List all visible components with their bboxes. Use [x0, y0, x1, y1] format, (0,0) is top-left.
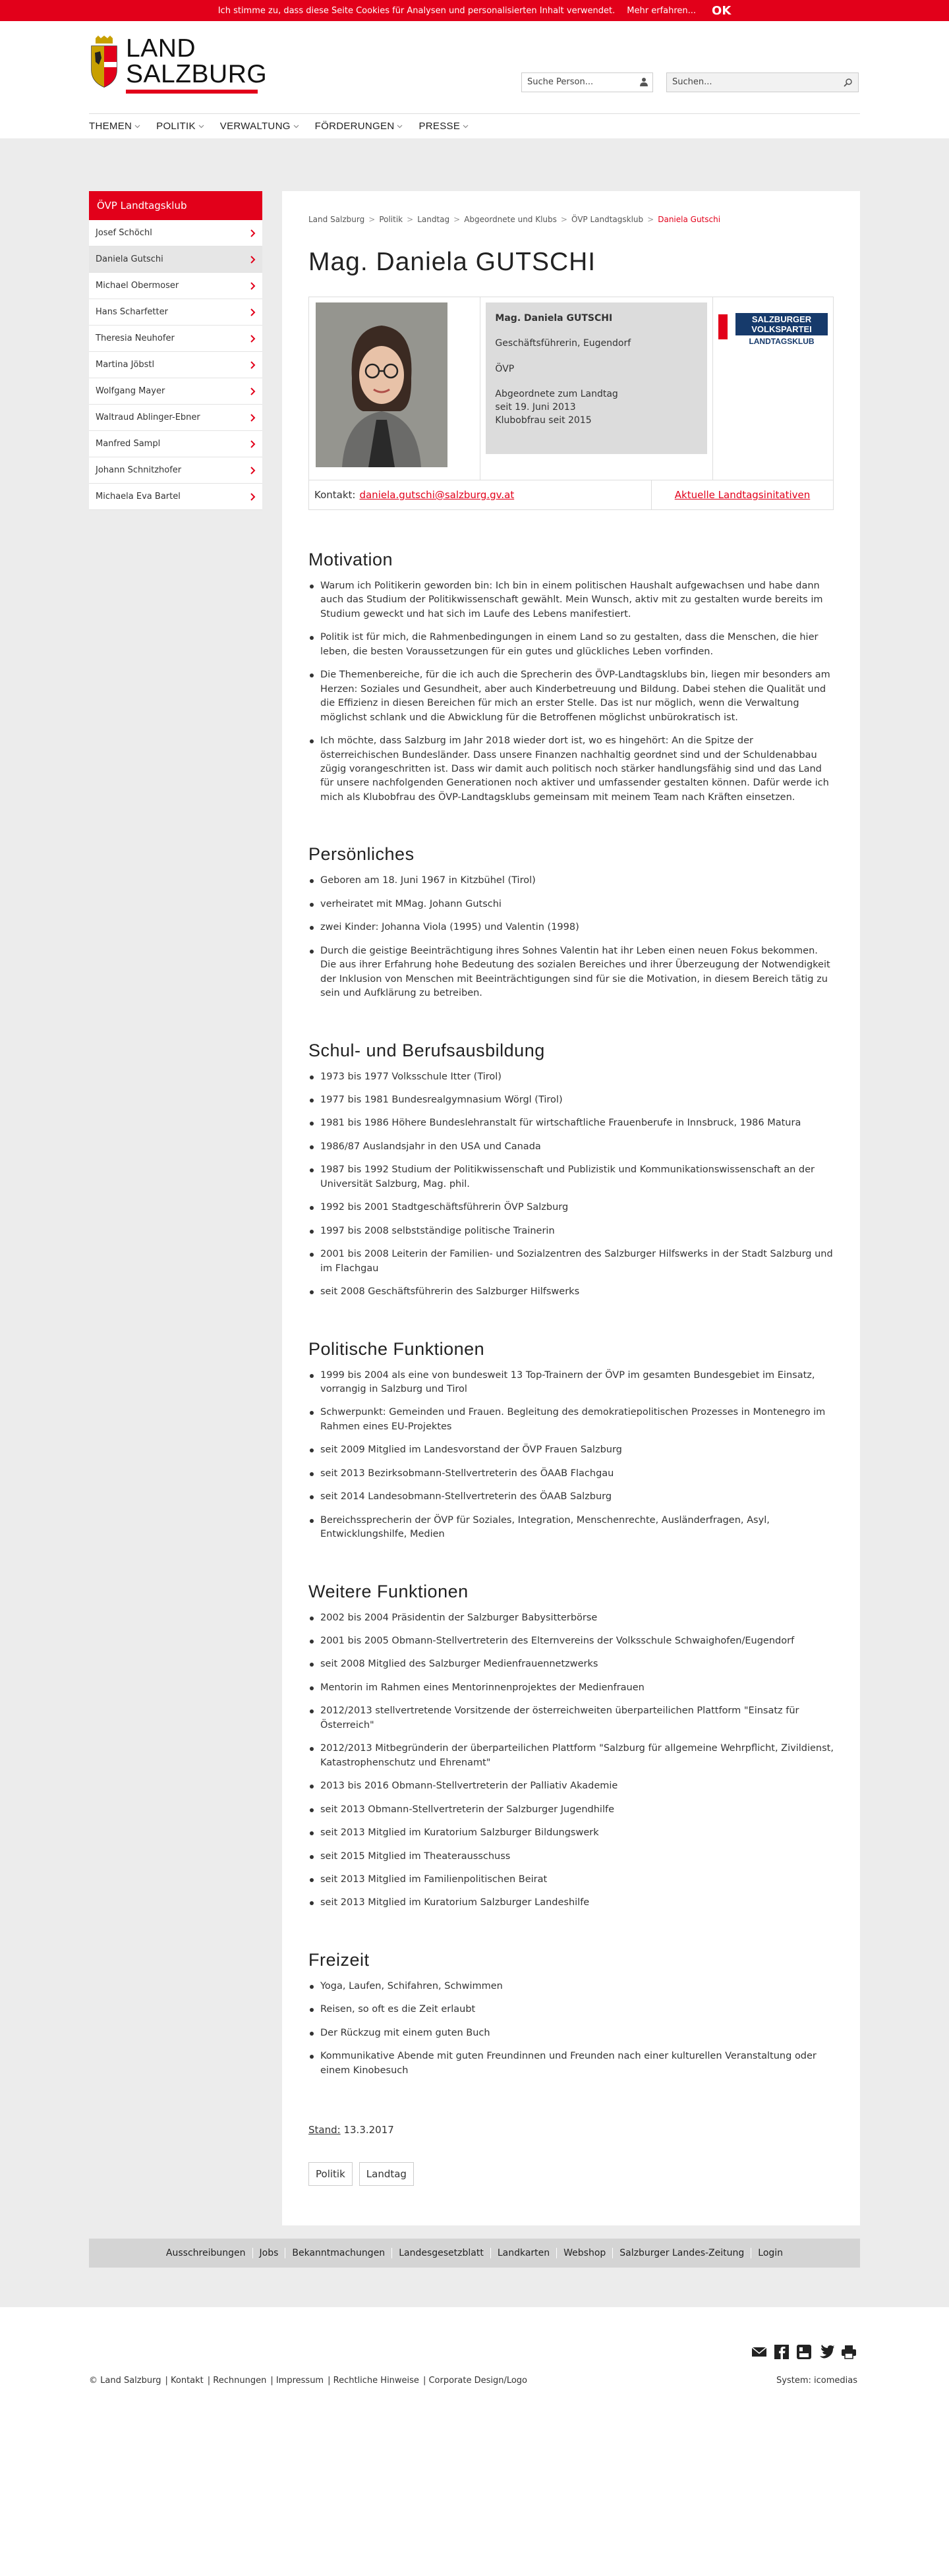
list-item: seit 2013 Mitglied im Kuratorium Salzburger Landeshilfe: [308, 1896, 834, 1910]
chevron-right-icon: [250, 387, 256, 395]
site-header: [89, 21, 860, 113]
facebook-icon[interactable]: [773, 2343, 790, 2361]
tag-list: [308, 2162, 834, 2186]
sidebar-item-label: Waltraud Ablinger-Ebner: [96, 413, 200, 422]
logo-line-2: SALZBURG: [126, 60, 268, 88]
sidebar-item[interactable]: [89, 246, 262, 273]
breadcrumb-item[interactable]: ÖVP Landtagsklub: [571, 215, 644, 224]
nav-label: PRESSE: [418, 121, 461, 132]
contact-label: Kontakt:: [314, 489, 356, 501]
list-item: 2012/2013 stellvertretende Vorsitzende der österreichweiten überparteilichen Plattform "Einsatz für Österreich": [308, 1704, 834, 1732]
chevron-right-icon: [250, 493, 256, 501]
stand-label: Stand:: [308, 2124, 341, 2136]
list-item: 2012/2013 Mitbegründerin der überparteilichen Plattform "Salzburg für allgemeine Wehrpflicht, Zivildienst, Katastrophenschutz und Ehrenamt": [308, 1742, 834, 1770]
site-search-placeholder: Suchen...: [672, 77, 712, 87]
list-item: 1986/87 Auslandsjahr in den USA und Canada: [308, 1140, 834, 1154]
section-heading: Motivation: [308, 550, 393, 569]
site-logo[interactable]: [89, 36, 267, 94]
logo-line-1: LAND: [126, 34, 196, 63]
logo-bar: [126, 90, 258, 94]
contact-email-link[interactable]: daniela.gutschi@salzburg.gv.at: [359, 489, 515, 501]
search-icon[interactable]: [844, 78, 853, 87]
list-item: seit 2008 Geschäftsführerin des Salzburger Hilfswerks: [308, 1285, 834, 1299]
list-item: Durch die geistige Beeinträchtigung ihres Sohnes Valentin hat ihr Leben einen neuen Fokus bekommen. Die aus ihrer Erfahrung hohe Bedeutung des sozialen Bereiches und ihrer Überzeugung der Notwendigkeit der Inklusion von Menschen mit Beeinträchtigungen sind für sie die Motivation, in diesem Bereich tätig zu sein und Aufklärung zu betreiben.: [308, 944, 834, 1001]
footer-bottom-link[interactable]: | Kontakt: [165, 2376, 204, 2386]
list-item: seit 2015 Mitglied im Theaterausschuss: [308, 1850, 834, 1864]
list-item: seit 2013 Bezirksobmann-Stellvertreterin des ÖAAB Flachgau: [308, 1467, 834, 1481]
site-search-input[interactable]: [666, 72, 859, 92]
chevron-right-icon: [250, 467, 256, 474]
sidebar-item[interactable]: [89, 378, 262, 405]
coat-of-arms-icon: [89, 36, 119, 88]
bio-sections: [308, 550, 834, 2078]
sidebar-item-label: Michaela Eva Bartel: [96, 492, 181, 501]
sidebar-item-label: Manfred Sampl: [96, 439, 161, 449]
list-item: 1997 bis 2008 selbstständige politische Trainerin: [308, 1224, 834, 1238]
sidebar-item-label: Daniela Gutschi: [96, 254, 163, 264]
cookie-text: Ich stimme zu, dass diese Seite Cookies für Analysen und personalisierten Inhalt verwendet.: [217, 5, 616, 16]
list-item: seit 2009 Mitglied im Landesvorstand der ÖVP Frauen Salzburg: [308, 1443, 834, 1457]
system-credit: System: icomedias: [776, 2376, 857, 2386]
list-item: Politik ist für mich, die Rahmenbedingungen in einem Land so zu gestalten, dass die Menschen, die hier leben, die besten Voraussetzungen für ein gutes und glückliches Leben vorfinden.: [308, 631, 834, 659]
section-list: [308, 1369, 834, 1542]
sidebar-item[interactable]: [89, 457, 262, 484]
list-item: 1981 bis 1986 Höhere Bundeslehranstalt für wirtschaftliche Frauenberufe in Innsbruck, 1986 Matura: [308, 1116, 834, 1130]
nav-label: POLITIK: [156, 121, 196, 132]
chevron-right-icon: [250, 440, 256, 448]
social-links: [751, 2343, 857, 2361]
nav-verwaltung[interactable]: [220, 121, 299, 132]
nav-presse[interactable]: [418, 121, 469, 132]
list-item: 2013 bis 2016 Obmann-Stellvertreterin der Palliativ Akademie: [308, 1779, 834, 1793]
sidebar-item-label: Martina Jöbstl: [96, 360, 155, 370]
section-heading: Politische Funktionen: [308, 1338, 485, 1359]
page-title: Mag. Daniela GUTSCHI: [308, 248, 596, 276]
footer-link[interactable]: Login: [751, 2248, 790, 2258]
section-heading: Schul- und Berufsausbildung: [308, 1040, 545, 1060]
cookie-ok-button[interactable]: OK: [712, 3, 732, 18]
sidebar-title[interactable]: ÖVP Landtagsklub: [89, 191, 262, 220]
sidebar-item[interactable]: [89, 326, 262, 352]
profile-info: [486, 302, 707, 454]
list-item: 1977 bis 1981 Bundesrealgymnasium Wörgl (Tirol): [308, 1093, 834, 1107]
list-item: Schwerpunkt: Gemeinden und Frauen. Begleitung des demokratiepolitischen Prozesses in Montenegro im Rahmen eines EU-Projektes: [308, 1406, 834, 1434]
breadcrumb-current: Daniela Gutschi: [658, 215, 721, 224]
sidebar-item[interactable]: [89, 484, 262, 510]
list-item: 1973 bis 1977 Volksschule Itter (Tirol): [308, 1070, 834, 1084]
breadcrumb-separator: >: [407, 215, 414, 224]
footer-bottom-link[interactable]: | Corporate Design/Logo: [422, 2376, 528, 2386]
chevron-right-icon: [250, 308, 256, 316]
sidebar-item-label: Josef Schöchl: [96, 228, 152, 238]
sidebar-item[interactable]: [89, 220, 262, 246]
footer-link[interactable]: Landesgesetzblatt: [391, 2248, 490, 2258]
footer-link[interactable]: Webshop: [556, 2248, 612, 2258]
stand-value: 13.3.2017: [343, 2124, 394, 2136]
portrait-icon: [316, 302, 447, 467]
footer: [89, 2307, 860, 2399]
breadcrumb-separator: >: [560, 215, 567, 224]
content-area: [0, 138, 949, 2307]
tag-landtag[interactable]: Landtag: [359, 2162, 414, 2186]
chevron-right-icon: [250, 361, 256, 369]
footer-bottom-link[interactable]: | Impressum: [270, 2376, 324, 2386]
list-item: Die Themenbereiche, für die ich auch die Sprecherin des ÖVP-Landtagsklubs bin, liegen mir besonders am Herzen: Soziales und Gesundheit, aber auch Kinderbetreuung und Bildung. Dabei stehen die Qualität und die Effizienz in diesen Bereichen für mich an erster Stelle. Das ist nur möglich, wenn die Verwaltung möglichst schlank und die Abwicklung für die Betroffenen möglichst unbürokratisch ist.: [308, 668, 834, 725]
list-item: Ich möchte, dass Salzburg im Jahr 2018 wieder dort ist, wo es hingehört: An die Spitze der österreichischen Bundesländer. Dass unsere Finanzen nachhaltig geordnet sind und der Schuldenabbau zügig vorangeschritten ist. Dass wir damit auch politisch noch stärker handlungsfähig sind und das Land für unsere nachfolgenden Generationen noch aktiver und umfassender gestalten können. Dafür werde ich mich als Klubobfrau des ÖVP-Landtagsklubs gemeinsam mit meinem Team nach Kräften einsetzen.: [308, 734, 834, 805]
cookie-more-link[interactable]: Mehr erfahren...: [627, 5, 697, 16]
footer-bottom-link[interactable]: | Rechnungen: [207, 2376, 267, 2386]
list-item: Der Rückzug mit einem guten Buch: [308, 2026, 834, 2040]
footer-links: [89, 2239, 860, 2268]
section-list: [308, 1070, 834, 1300]
sidebar-item[interactable]: [89, 431, 262, 457]
chevron-down-icon: [293, 123, 299, 129]
party-logo-stripe: [718, 314, 728, 339]
tag-politik[interactable]: Politik: [308, 2162, 353, 2186]
sidebar-item-label: Wolfgang Mayer: [96, 386, 165, 396]
main-content: [282, 191, 860, 2225]
initiatives-link[interactable]: Aktuelle Landtagsinitativen: [674, 489, 811, 501]
chevron-right-icon: [250, 282, 256, 290]
list-item: seit 2013 Obmann-Stellvertreterin der Salzburger Jugendhilfe: [308, 1803, 834, 1817]
chevron-down-icon: [198, 123, 204, 129]
party-logo-line-1: SALZBURGER VOLKSPARTEI: [735, 313, 828, 335]
list-item: seit 2014 Landesobmann-Stellvertreterin des ÖAAB Salzburg: [308, 1490, 834, 1504]
profile-photo: [316, 302, 447, 467]
cookie-bar: [0, 0, 949, 21]
section-heading: Weitere Funktionen: [308, 1581, 469, 1601]
person-icon[interactable]: [639, 77, 648, 86]
chevron-right-icon: [250, 229, 256, 237]
profile-party: ÖVP: [495, 363, 515, 374]
nav-themen[interactable]: [89, 121, 140, 132]
breadcrumb-separator: >: [368, 215, 376, 224]
sidebar-item[interactable]: [89, 405, 262, 431]
stand-date: [308, 2124, 834, 2136]
copyright-text: © Land Salzburg: [89, 2376, 161, 2386]
footer-link[interactable]: Landkarten: [490, 2248, 556, 2258]
sidebar: [89, 191, 262, 510]
section-list: [308, 1980, 834, 2078]
sidebar-item[interactable]: [89, 299, 262, 326]
footer-link[interactable]: Jobs: [252, 2248, 285, 2258]
list-item: 2001 bis 2005 Obmann-Stellvertreterin des Elternvereins der Volksschule Schwaighofen/Eugendorf: [308, 1634, 834, 1648]
list-item: Warum ich Politikerin geworden bin: Ich bin in einem politischen Haushalt aufgewachsen und habe dann auch das Studium der Politikwissenschaft gewählt. Mein Wunsch, aktiv mit zu gestalten wurde bereits im Studium geweckt und hat sich im Laufe des Lebens manifestiert.: [308, 579, 834, 621]
profile-mandate-3: Klubobfrau seit 2015: [495, 415, 592, 426]
chevron-down-icon: [463, 123, 469, 129]
list-item: seit 2008 Mitglied des Salzburger Medienfrauennetzwerks: [308, 1657, 834, 1671]
section-list: [308, 579, 834, 805]
list-item: 1992 bis 2001 Stadtgeschäftsführerin ÖVP Salzburg: [308, 1201, 834, 1215]
list-item: 1999 bis 2004 als eine von bundesweit 13 Top-Trainern der ÖVP im gesamten Bundesgebiet im Einsatz, vorrangig in Salzburg und Tirol: [308, 1369, 834, 1397]
profile-card: [308, 297, 834, 510]
chevron-down-icon: [397, 123, 403, 129]
main-nav: [89, 113, 860, 138]
profile-mandate-2: seit 19. Juni 2013: [495, 402, 576, 413]
nav-label: THEMEN: [89, 121, 132, 132]
sidebar-item-label: Johann Schnitzhofer: [96, 465, 182, 475]
sidebar-item[interactable]: [89, 352, 262, 378]
person-search-placeholder: Suche Person...: [527, 77, 594, 87]
nav-foerderungen[interactable]: [315, 121, 403, 132]
breadcrumb-separator: >: [647, 215, 654, 224]
list-item: zwei Kinder: Johanna Viola (1995) und Valentin (1998): [308, 921, 834, 934]
list-item: verheiratet mit MMag. Johann Gutschi: [308, 898, 834, 911]
breadcrumb-item[interactable]: Abgeordnete und Klubs: [464, 215, 557, 224]
list-item: Bereichssprecherin der ÖVP für Soziales, Integration, Menschenrechte, Ausländerfragen, Asyl, Entwicklungshilfe, Medien: [308, 1514, 834, 1542]
twitter-icon[interactable]: [818, 2343, 835, 2361]
party-logo-line-2: LANDTAGSKLUB: [749, 337, 815, 346]
breadcrumb-item[interactable]: Politik: [379, 215, 403, 224]
mail-icon[interactable]: [751, 2343, 768, 2361]
nav-politik[interactable]: [156, 121, 204, 132]
sidebar-item-label: Hans Scharfetter: [96, 307, 168, 317]
print-icon[interactable]: [840, 2343, 857, 2361]
youtube-icon[interactable]: [795, 2343, 813, 2361]
nav-label: FÖRDERUNGEN: [314, 121, 395, 132]
list-item: 2002 bis 2004 Präsidentin der Salzburger Babysitterbörse: [308, 1611, 834, 1625]
section-heading: Freizeit: [308, 1949, 370, 1970]
profile-name: Mag. Daniela GUTSCHI: [495, 313, 613, 324]
footer-link[interactable]: Ausschreibungen: [165, 2248, 246, 2259]
list-item: seit 2013 Mitglied im Familienpolitischen Beirat: [308, 1873, 834, 1887]
chevron-down-icon: [134, 123, 140, 129]
sidebar-item-label: Michael Obermoser: [96, 281, 179, 291]
chevron-right-icon: [250, 414, 256, 422]
list-item: seit 2013 Mitglied im Kuratorium Salzburger Bildungswerk: [308, 1826, 834, 1840]
chevron-right-icon: [250, 256, 256, 264]
list-item: 2001 bis 2008 Leiterin der Familien- und Sozialzentren des Salzburger Hilfswerks in der Stadt Salzburg und im Flachgau: [308, 1247, 834, 1276]
section-list: [308, 1611, 834, 1910]
list-item: Geboren am 18. Juni 1967 in Kitzbühel (Tirol): [308, 874, 834, 888]
party-logo: [718, 313, 828, 346]
list-item: Yoga, Laufen, Schifahren, Schwimmen: [308, 1980, 834, 1993]
breadcrumb-item[interactable]: Landtag: [417, 215, 450, 224]
footer-link[interactable]: Salzburger Landes-Zeitung: [612, 2248, 751, 2258]
list-item: Reisen, so oft es die Zeit erlaubt: [308, 2003, 834, 2017]
list-item: Mentorin im Rahmen eines Mentorinnenprojektes der Medienfrauen: [308, 1681, 834, 1695]
breadcrumb-item[interactable]: Land Salzburg: [308, 215, 365, 224]
list-item: Kommunikative Abende mit guten Freundinnen und Freunden nach einer kulturellen Veranstaltung oder einem Kinobesuch: [308, 2049, 834, 2078]
footer-link[interactable]: Bekanntmachungen: [285, 2248, 391, 2258]
section-list: [308, 874, 834, 1000]
profile-role: Geschäftsführerin, Eugendorf: [495, 338, 631, 349]
breadcrumb-separator: >: [453, 215, 461, 224]
sidebar-item-label: Theresia Neuhofer: [96, 333, 175, 343]
footer-bottom-link[interactable]: | Rechtliche Hinweise: [328, 2376, 419, 2386]
person-search-input[interactable]: [521, 72, 653, 92]
nav-label: VERWALTUNG: [219, 121, 291, 132]
chevron-right-icon: [250, 335, 256, 343]
copyright: [89, 2376, 527, 2386]
list-item: 1987 bis 1992 Studium der Politikwissenschaft und Publizistik und Kommunikationswissenschaft an der Universität Salzburg, Mag. phil.: [308, 1163, 834, 1191]
sidebar-item[interactable]: [89, 273, 262, 299]
section-heading: Persönliches: [308, 844, 415, 865]
profile-mandate-1: Abgeordnete zum Landtag: [495, 388, 618, 399]
breadcrumb: [308, 215, 834, 224]
